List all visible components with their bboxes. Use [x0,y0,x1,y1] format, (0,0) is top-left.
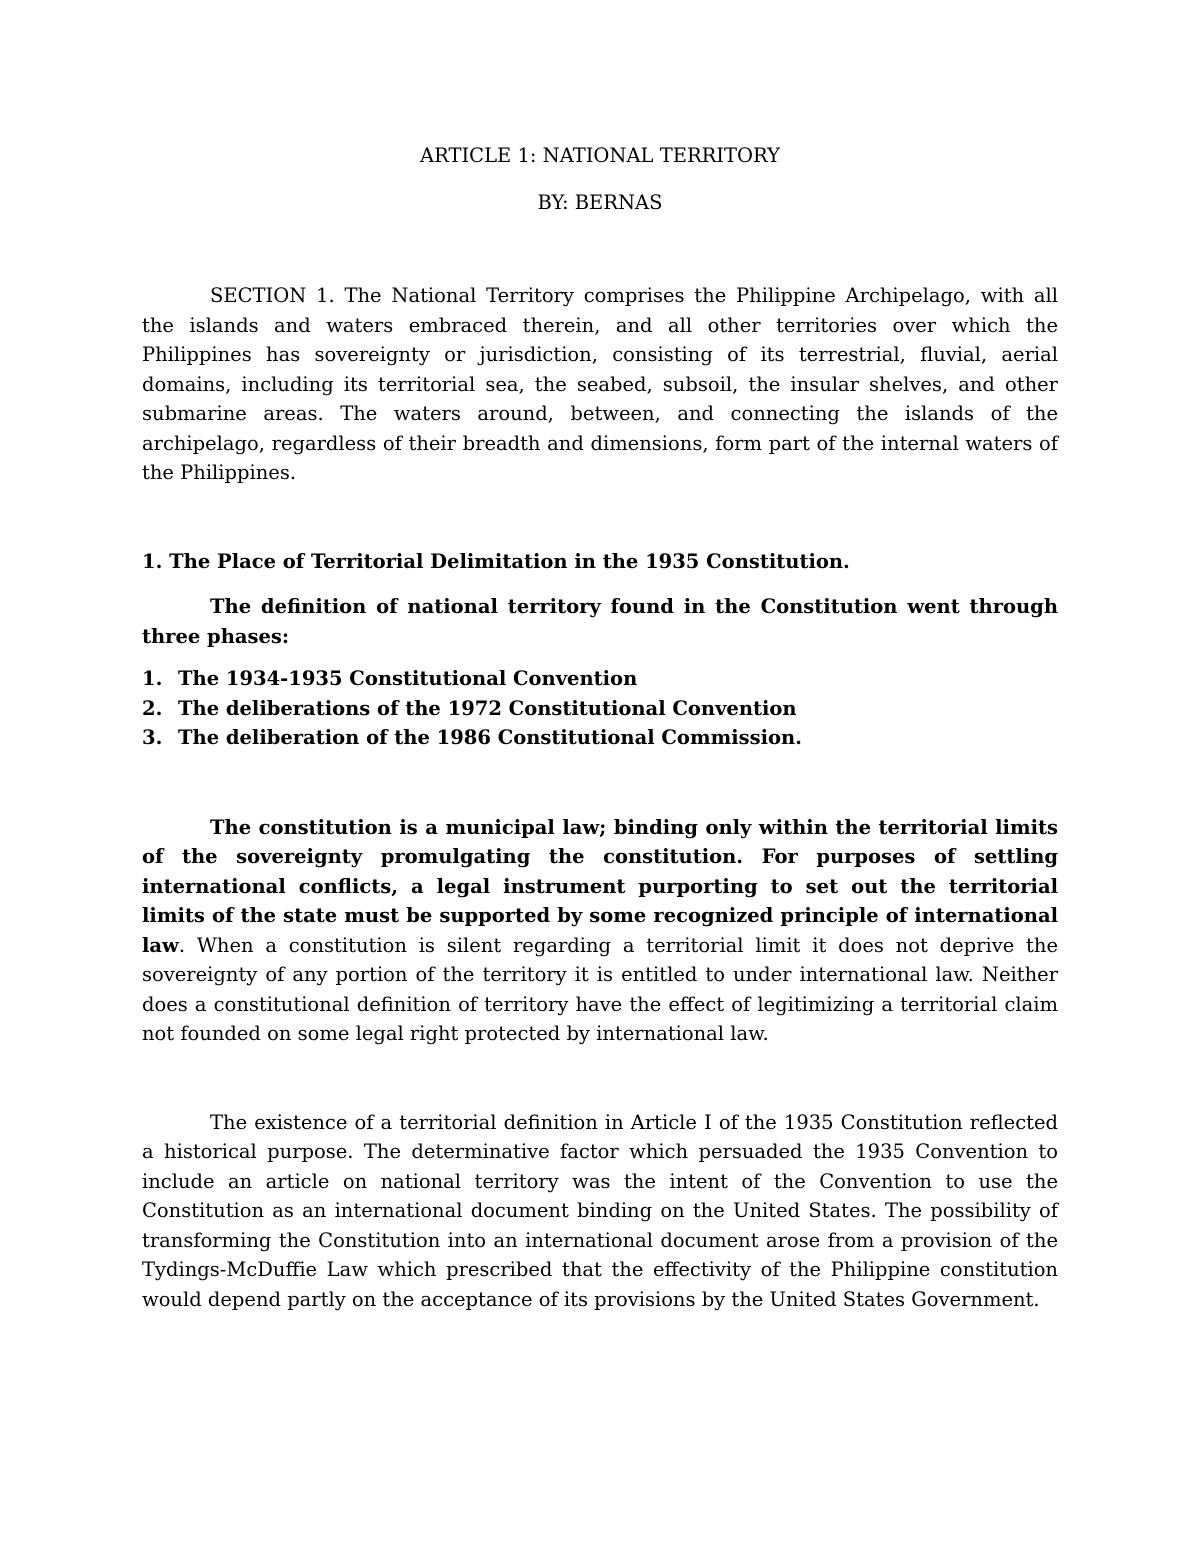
list-item [142,664,1058,694]
list-item-number: 2. [142,696,163,720]
list-item-number: 3. [142,726,163,749]
phases-list [142,664,1058,753]
municipal-law-bold-text: The constitution is a municipal law; binding only within the territorial limits of the sovereignty promulgating the constitution. For purposes of settling international conflicts, a legal instrument purporting to set out the territorial limits of the state must be supported by some recognized principle of international law [142,815,1058,957]
municipal-law-paragraph [142,813,1058,1049]
section-heading-territorial-delimitation: 1. The Place of Territorial Delimitation in the 1935 Constitution. [142,549,850,573]
document-byline: BY: BERNAS [537,190,663,214]
municipal-law-plain-text: . When a constitution is silent regarding a territorial limit it does not deprive the sovereignty of any portion of the territory it is entitled to under international law. Neither does a constitutional definition of territory have the effect of legitimizing a territorial claim not founded on some legal right protected by international law. [142,933,1058,1045]
phases-intro-paragraph: The definition of national territory found in the Constitution went through three phases: [142,595,1058,648]
list-item [142,694,1058,724]
list-item-text: The 1934-1935 Constitutional Convention [178,667,638,690]
list-item [142,723,1058,753]
historical-purpose-paragraph: The existence of a territorial definition in Article I of the 1935 Constitution reflected a historical purpose. The determinative factor which persuaded the 1935 Convention to include an article on national territory was the intent of the Convention to use the Constitution as an international document binding on the United States. The possibility of transforming the Constitution into an international document arose from a provision of the Tydings-McDuffie Law which prescribed that the effectivity of the Philippine constitution would depend partly on the acceptance of its provisions by the United States Government. [142,1110,1058,1311]
document-body [142,141,1058,1314]
section-1-paragraph: SECTION 1. The National Territory comprises the Philippine Archipelago, with all the islands and waters embraced therein, and all other territories over which the Philippines has sovereignty or jurisdiction, consisting of its terrestrial, fluvial, aerial domains, including its territorial sea, the seabed, subsoil, the insular shelves, and other submarine areas. The waters around, between, and connecting the islands of the archipelago, regardless of their breadth and dimensions, form part of the internal waters of the Philippines. [142,284,1058,484]
list-item-number: 1. [142,667,163,690]
list-item-text: The deliberations of the 1972 Constitutional Convention [178,696,797,720]
list-item-text: The deliberation of the 1986 Constitutional Commission. [178,726,802,749]
document-title: ARTICLE 1: NATIONAL TERRITORY [420,144,780,167]
